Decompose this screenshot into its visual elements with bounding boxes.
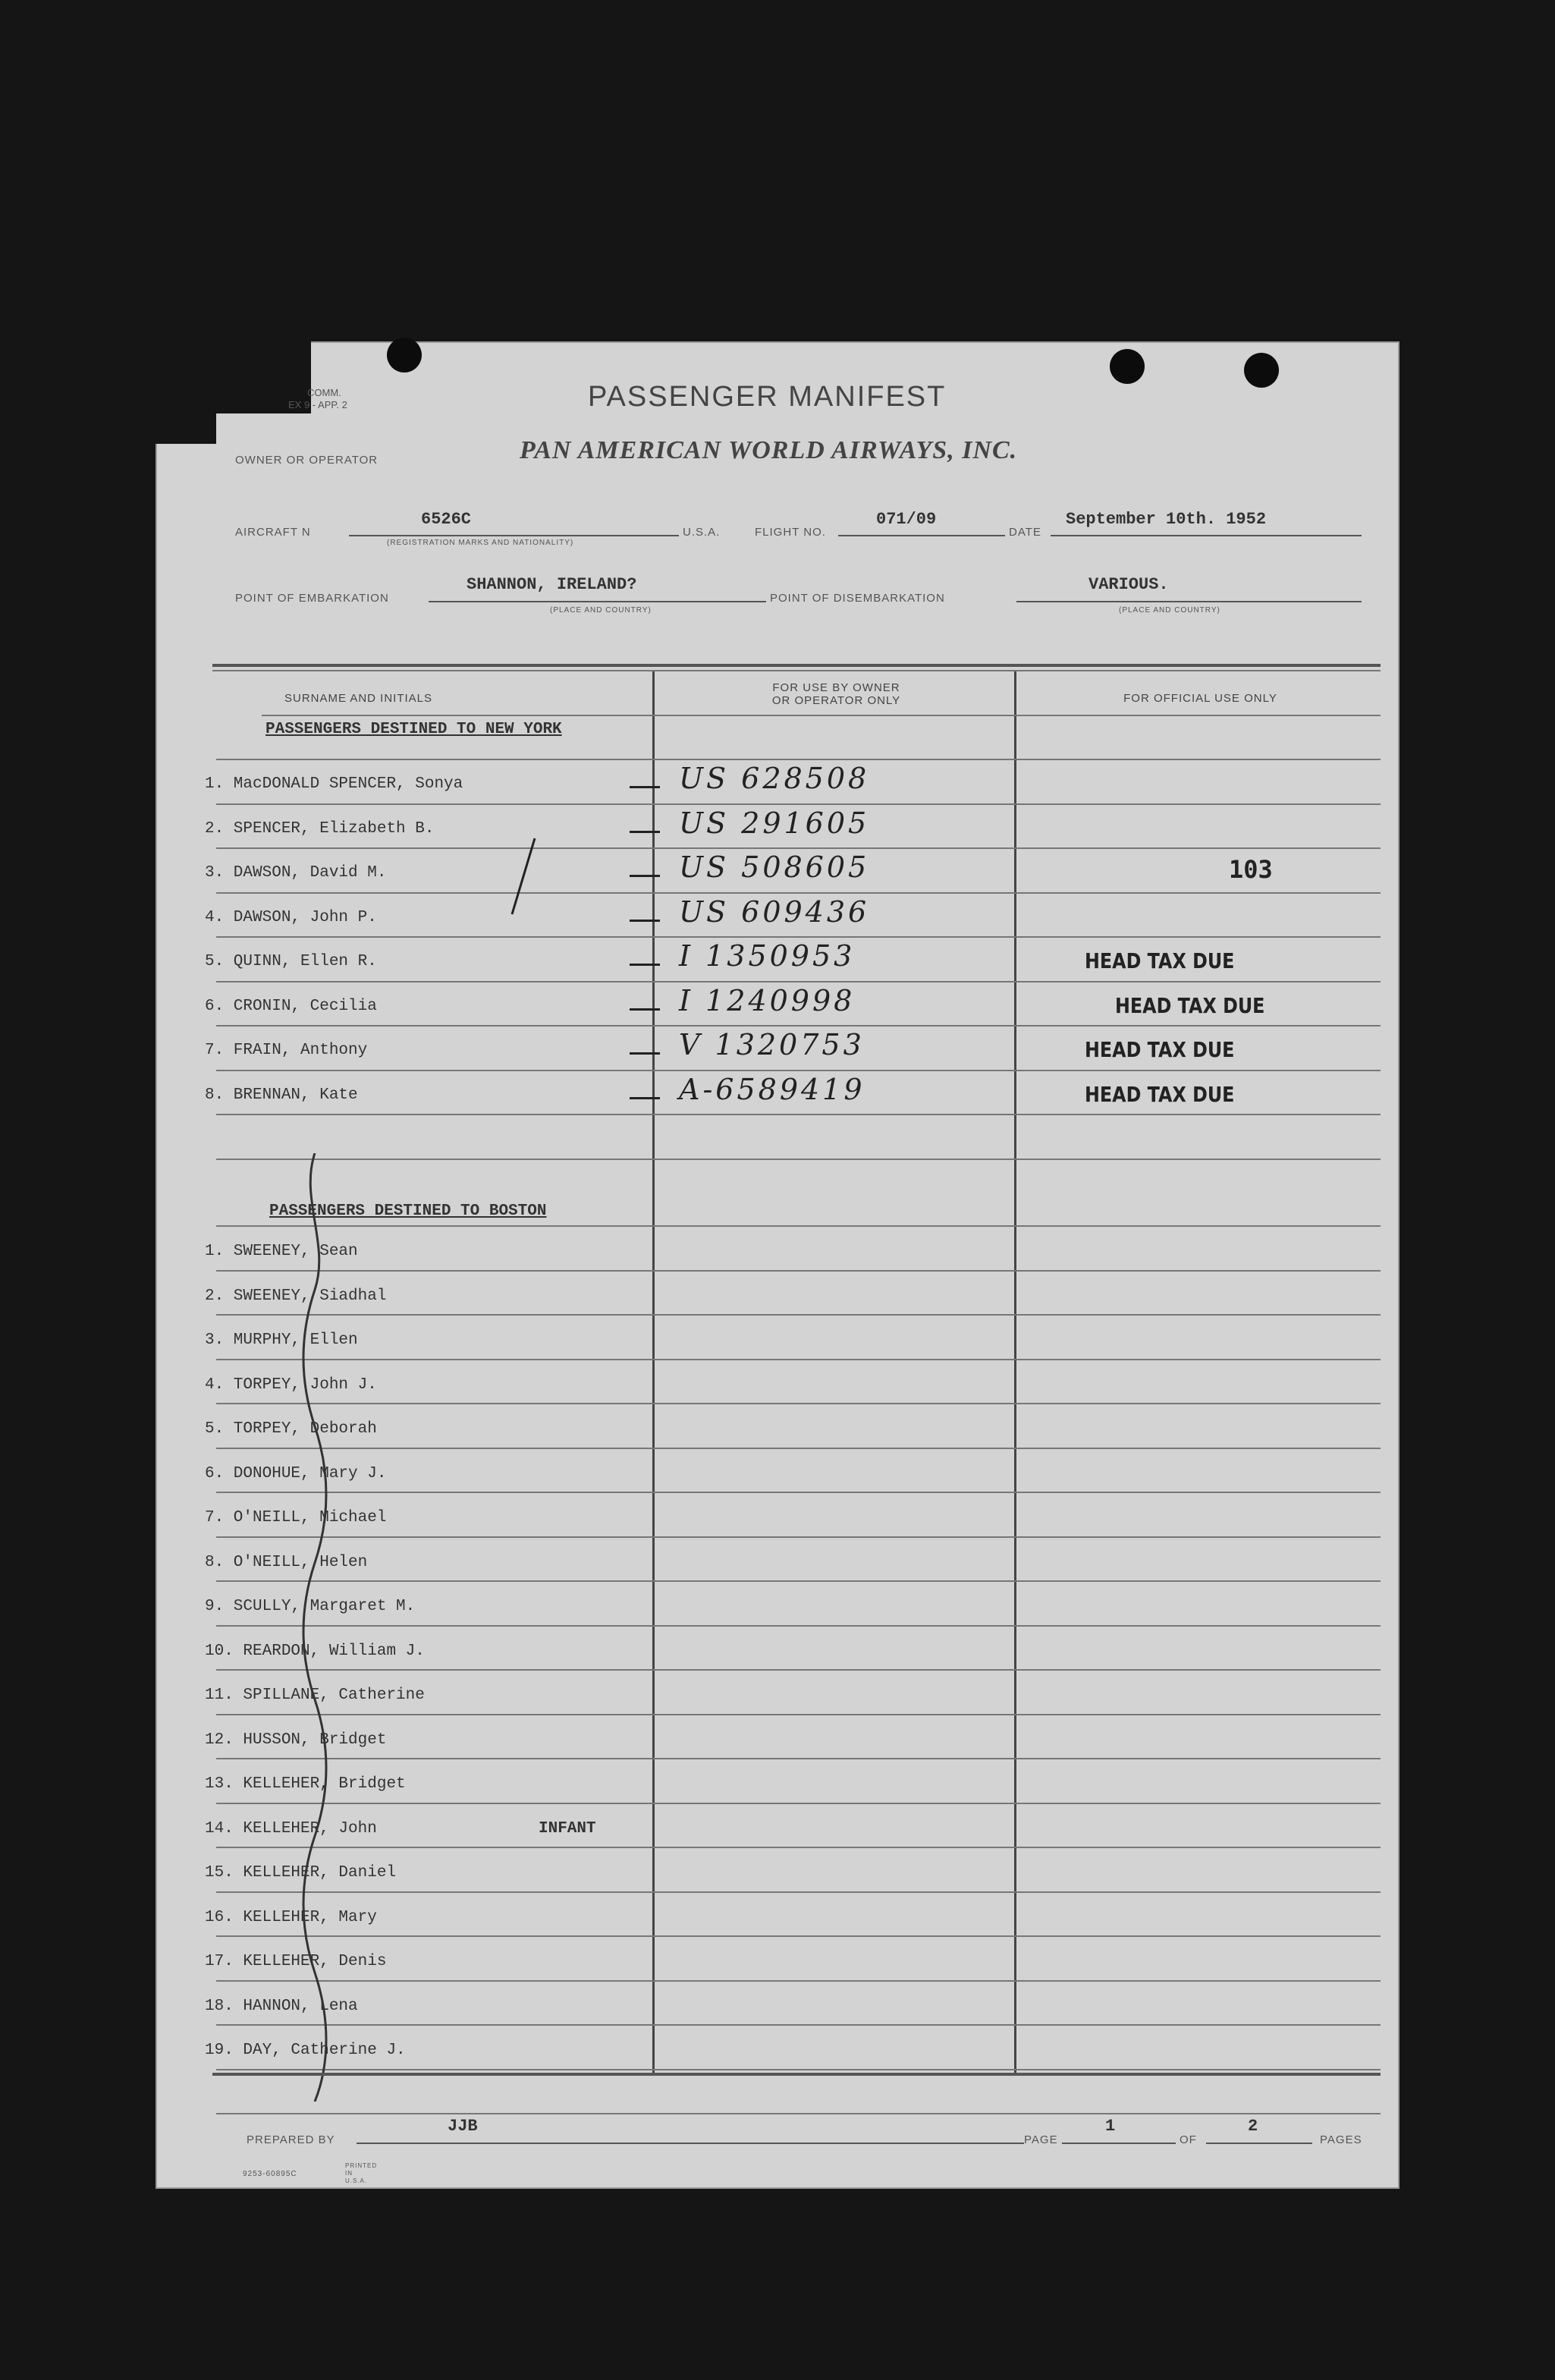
col-surname: SURNAME AND INITIALS	[284, 692, 433, 705]
head-tax-stamp: HEAD TAX DUE	[1115, 992, 1265, 1018]
row-line	[216, 2024, 1381, 2026]
row-line	[216, 1159, 1381, 1160]
aircraft-value: 6526C	[421, 510, 472, 529]
passenger-name: 17. KELLEHER, Denis	[205, 1953, 387, 1970]
col-owner-use-line2: OR OPERATOR ONLY	[771, 694, 901, 707]
punch-hole	[1110, 349, 1145, 384]
document-number: US 508605	[679, 850, 870, 884]
dash-mark	[630, 1052, 660, 1055]
passenger-note: INFANT	[539, 1819, 596, 1838]
of-label: OF	[1180, 2133, 1197, 2146]
row-line	[216, 2069, 1381, 2070]
embark-sublabel: (PLACE AND COUNTRY)	[550, 606, 652, 615]
page-title: PASSENGER MANIFEST	[588, 381, 947, 413]
passenger-name: 3. MURPHY, Ellen	[205, 1331, 358, 1349]
row-line	[216, 981, 1381, 982]
passenger-name: 1. MacDONALD SPENCER, Sonya	[205, 775, 463, 793]
passenger-name: 7. FRAIN, Anthony	[205, 1042, 368, 1059]
dash-mark	[630, 1097, 660, 1099]
section-heading-new-york: PASSENGERS DESTINED TO NEW YORK	[265, 721, 562, 738]
row-line	[216, 1935, 1381, 1937]
prepared-value: JJB	[448, 2117, 478, 2136]
passenger-name: 7. O'NEILL, Michael	[205, 1509, 387, 1526]
document-number: A-6589419	[679, 1072, 865, 1106]
row-line	[216, 1625, 1381, 1627]
punch-hole	[387, 338, 422, 373]
aircraft-label: AIRCRAFT N	[235, 526, 311, 539]
passenger-name: 1. SWEENEY, Sean	[205, 1243, 358, 1260]
row-line	[216, 1891, 1381, 1893]
col-official: FOR OFFICIAL USE ONLY	[1123, 692, 1277, 705]
passenger-name: 13. KELLEHER, Bridget	[205, 1775, 406, 1793]
form-code-line1: COMM.	[307, 387, 341, 398]
page-value: 1	[1105, 2117, 1116, 2136]
wavy-bracket-mark	[292, 1153, 338, 2102]
passenger-name: 5. QUINN, Ellen R.	[205, 953, 377, 970]
document-number: US 291605	[679, 806, 870, 840]
passenger-name: 19. DAY, Catherine J.	[205, 2042, 406, 2059]
row-line	[216, 1803, 1381, 1804]
disembark-value: VARIOUS.	[1088, 575, 1169, 594]
dash-mark	[630, 1008, 660, 1011]
punch-hole	[1244, 353, 1279, 388]
row-line	[216, 1314, 1381, 1316]
row-line	[216, 1403, 1381, 1404]
col-owner-use-line1: FOR USE BY OWNER	[772, 681, 900, 694]
checkmark-stroke	[504, 835, 542, 918]
manifest-sheet	[156, 341, 1400, 2189]
flight-value: 071/09	[876, 510, 937, 529]
passenger-name: 18. HANNON, Lena	[205, 1997, 358, 2015]
row-line	[216, 936, 1381, 938]
passenger-name: 15. KELLEHER, Daniel	[205, 1864, 397, 1882]
disembark-label: POINT OF DISEMBARKATION	[770, 592, 945, 605]
row-line	[216, 892, 1381, 894]
row-line	[216, 1847, 1381, 1848]
document-number: I 1350953	[679, 939, 856, 973]
col-owner-use	[660, 681, 1013, 707]
passenger-name: 8. O'NEILL, Helen	[205, 1553, 368, 1571]
passenger-name: 10. REARDON, William J.	[205, 1642, 425, 1660]
section-heading-boston: PASSENGERS DESTINED TO BOSTON	[269, 1203, 547, 1220]
row-line	[216, 1669, 1381, 1671]
passenger-name: 14. KELLEHER, John	[205, 1819, 377, 1838]
owner-label: OWNER OR OPERATOR	[235, 454, 379, 467]
flight-label: FLIGHT NO.	[755, 526, 826, 539]
row-line	[216, 1580, 1381, 1582]
row-line	[216, 1270, 1381, 1272]
torn-corner	[156, 413, 216, 444]
passenger-name: 6. DONOHUE, Mary J.	[205, 1464, 387, 1482]
document-number: V 1320753	[679, 1028, 865, 1061]
row-line	[216, 1758, 1381, 1759]
row-line	[216, 1070, 1381, 1071]
passenger-name: 11. SPILLANE, Catherine	[205, 1687, 425, 1704]
date-value: September 10th. 1952	[1066, 510, 1267, 529]
page-label: PAGE	[1024, 2133, 1058, 2146]
row-line	[216, 1359, 1381, 1360]
owner-value: PAN AMERICAN WORLD AIRWAYS, INC.	[520, 436, 1018, 464]
head-tax-stamp: HEAD TAX DUE	[1085, 948, 1235, 973]
dash-mark	[630, 786, 660, 788]
official-number: 103	[1229, 855, 1273, 884]
row-line	[216, 1492, 1381, 1493]
passenger-name: 2. SPENCER, Elizabeth B.	[205, 819, 435, 838]
dash-mark	[630, 920, 660, 922]
passenger-name: 8. BRENNAN, Kate	[205, 1086, 358, 1104]
row-line	[216, 759, 1381, 760]
aircraft-sublabel: (REGISTRATION MARKS AND NATIONALITY)	[387, 539, 574, 547]
passenger-name: 3. DAWSON, David M.	[205, 864, 387, 882]
row-line	[216, 1448, 1381, 1449]
passenger-name: 6. CRONIN, Cecilia	[205, 997, 377, 1015]
document-number: US 609436	[679, 894, 870, 929]
row-line	[216, 1225, 1381, 1227]
passenger-name: 2. SWEENEY, Siadhal	[205, 1287, 387, 1305]
date-label: DATE	[1009, 526, 1041, 539]
row-line	[216, 1980, 1381, 1982]
embark-label: POINT OF EMBARKATION	[235, 592, 389, 605]
head-tax-stamp: HEAD TAX DUE	[1085, 1037, 1235, 1062]
document-number: US 628508	[679, 762, 870, 795]
prepared-label: PREPARED BY	[247, 2133, 335, 2146]
of-value: 2	[1248, 2117, 1258, 2136]
passenger-name: 9. SCULLY, Margaret M.	[205, 1598, 416, 1615]
passenger-name: 4. DAWSON, John P.	[205, 908, 377, 926]
row-line	[216, 1714, 1381, 1715]
form-code-line2: EX 9 - APP. 2	[288, 399, 347, 410]
row-line	[216, 1114, 1381, 1115]
passenger-name: 16. KELLEHER, Mary	[205, 1908, 377, 1926]
row-line	[216, 803, 1381, 805]
row-line	[216, 1536, 1381, 1538]
embark-value: SHANNON, IRELAND?	[466, 575, 637, 594]
row-line	[216, 1025, 1381, 1027]
passenger-name: 4. TORPEY, John J.	[205, 1375, 377, 1394]
disembark-sublabel: (PLACE AND COUNTRY)	[1119, 606, 1220, 615]
form-number: 9253-60895C	[243, 2170, 297, 2178]
usa-label: U.S.A.	[683, 526, 721, 539]
dash-mark	[630, 875, 660, 877]
dash-mark	[630, 831, 660, 833]
head-tax-stamp: HEAD TAX DUE	[1085, 1081, 1235, 1107]
passenger-name: 12. HUSSON, Bridget	[205, 1731, 387, 1749]
row-line	[216, 2113, 1381, 2114]
passenger-name: 5. TORPEY, Deborah	[205, 1420, 377, 1438]
printed-note: PRINTED IN U.S.A.	[345, 2162, 378, 2184]
document-number: I 1240998	[679, 983, 856, 1017]
row-line	[216, 847, 1381, 849]
dash-mark	[630, 964, 660, 966]
pages-label: PAGES	[1320, 2133, 1362, 2146]
